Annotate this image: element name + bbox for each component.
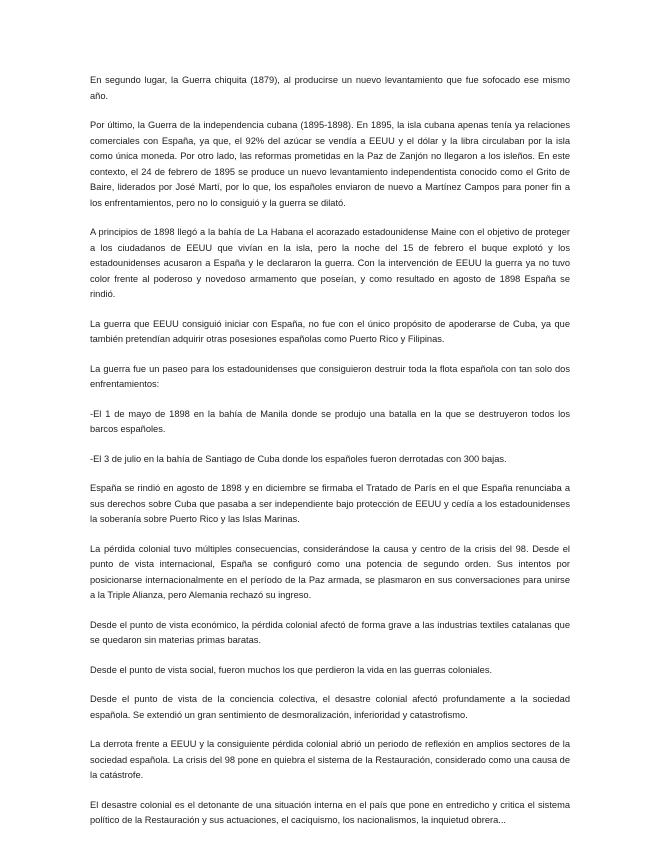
paragraph-santiago: -El 3 de julio en la bahía de Santiago de Cuba donde los españoles fueron derrotadas con 300 bajas. — [90, 453, 507, 464]
paragraph-proposito-eeuu: La guerra que EEUU consiguió iniciar con España, no fue con el único propósito de apoderarse de Cuba, ya que también pretendían adquirir otras posesiones españolas como Puerto Rico y Filipinas. — [90, 318, 570, 344]
paragraph-guerra-chiquita: En segundo lugar, la Guerra chiquita (1879), al producirse un nuevo levantamiento que fue sofocado ese mismo año. — [90, 75, 570, 101]
paragraph-desastre-colonial: El desastre colonial es el detonante de una situación interna en el país que pone en entredicho y critica el sistema político de la Restauración y sus actuaciones, el caciquismo, los nacionalismos, la inquietud obrera... — [90, 799, 570, 825]
paragraph-conciencia-colectiva: Desde el punto de vista de la conciencia colectiva, el desastre colonial afectó profundamente a la sociedad española. Se extendió un gran sentimiento de desmoralización, inferioridad y catastrofismo. — [90, 694, 570, 720]
paragraph-maine: A principios de 1898 llegó a la bahía de La Habana el acorazado estadounidense Maine con el objetivo de proteger a los ciudadanos de EEUU que vivían en la isla, pero la noche del 15 de febrero el buque explotó y los estadounidenses acusaron a España y le declararon la guerra. Con la intervención de EEUU la guerra ya no tuvo color frente al poderoso y novedoso armamento que poseían, y como resultado en agosto de 1898 España se rindió. — [90, 227, 570, 299]
document-page — [90, 73, 570, 829]
paragraph-social: Desde el punto de vista social, fueron muchos los que perdieron la vida en las guerras coloniales. — [90, 664, 493, 675]
paragraph-perdida-colonial: La pérdida colonial tuvo múltiples consecuencias, considerándose la causa y centro de la crisis del 98. Desde el punto de vista internacional, España se configuró como una potencia de segundo orden. Sus intentos por posicionarse internacionalmente en el período de la Paz armada, se plasmaron en sus conversaciones para unirse a la Triple Alianza, pero Alemania rechazó su ingreso. — [90, 543, 570, 600]
paragraph-paseo: La guerra fue un paseo para los estadounidenses que consiguieron destruir toda la flota española con tan solo dos enfrentamientos: — [90, 363, 570, 389]
paragraph-derrota: La derrota frente a EEUU y la consiguiente pérdida colonial abrió un periodo de reflexión en amplios sectores de la sociedad española. La crisis del 98 pone en quiebra el sistema de la Restauración, considerado como una causa de la catástrofe. — [90, 739, 570, 780]
paragraph-economico: Desde el punto de vista económico, la pérdida colonial afectó de forma grave a las industrias textiles catalanas que se quedaron sin materias primas baratas. — [90, 619, 570, 645]
paragraph-tratado-paris: España se rindió en agosto de 1898 y en diciembre se firmaba el Tratado de París en el que España renunciaba a sus derechos sobre Cuba que pasaba a ser independiente bajo protección de EEUU y cedía a los estadounidenses la soberanía sobre Puerto Rico y las Islas Marinas. — [90, 483, 570, 524]
paragraph-manila: -El 1 de mayo de 1898 en la bahía de Manila donde se produjo una batalla en la que se destruyeron todos los barcos españoles. — [90, 408, 570, 434]
paragraph-independencia-cubana: Por último, la Guerra de la independencia cubana (1895-1898). En 1895, la isla cubana apenas tenía ya relaciones comerciales con España, ya que, el 92% del azúcar se vendía a EEUU y el dólar y la libra circulaban por la isla como única moneda. Por otro lado, las reformas prometidas en la Paz de Zanjón no llegaron a los isleños. En este contexto, el 24 de febrero de 1895 se produce un nuevo levantamiento independentista conocido como el Grito de Baire, liderados por José Martí, por lo que, los españoles enviaron de nuevo a Martínez Campos para poner fin a los enfrentamientos, pero no lo consiguió y la guerra se dilató. — [90, 120, 570, 208]
